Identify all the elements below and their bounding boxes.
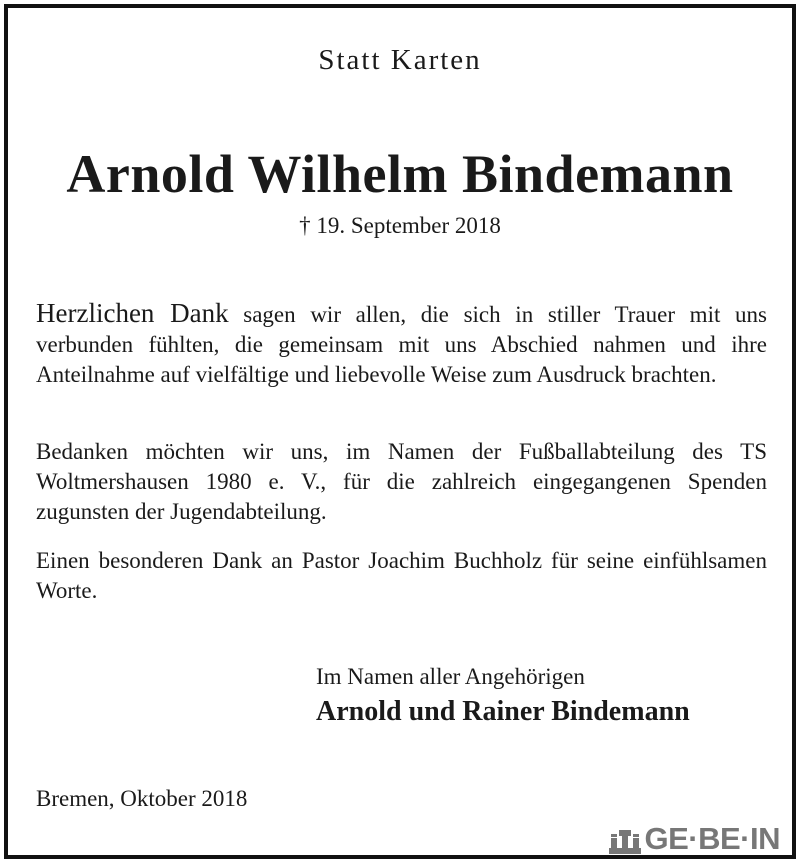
thanks-paragraph-2: Bedanken möchten wir uns, im Namen der Fußballabteilung des TS Woltmershausen 1980 e. V., für die zahlreich eingegangenen Spenden zugunsten der Jugendabteilung. (36, 439, 767, 524)
deceased-name: Arnold Wilhelm Bindemann (66, 144, 734, 204)
logo-mark-icon (609, 826, 641, 854)
notice-frame (4, 4, 796, 859)
death-date: † 19. September 2018 (299, 213, 501, 238)
logo-text: GE·BE·IN (644, 821, 780, 856)
publisher-logo (609, 821, 781, 856)
signature-names: Arnold und Rainer Bindemann (316, 696, 690, 727)
thanks-lead: Herzlichen Dank (36, 298, 229, 328)
intro-heading: Statt Karten (318, 44, 482, 76)
thanks-paragraph-3: Einen besonderen Dank an Pastor Joachim Buchholz für seine einfühlsamen Worte. (36, 548, 767, 603)
thanks-paragraph-1-text: sagen wir allen, die sich in stiller Trauer mit uns verbunden fühlten, die gemeinsam mit uns Abschied nahmen und ihre Anteilnahme auf vielfältige und liebevolle Weise zum Ausdruck brachten. (36, 302, 767, 387)
signature-block (316, 662, 776, 730)
place-date: Bremen, Oktober 2018 (36, 786, 248, 811)
signature-line: Im Namen aller Angehörigen (316, 664, 585, 689)
thanks-paragraph-1 (36, 298, 767, 390)
